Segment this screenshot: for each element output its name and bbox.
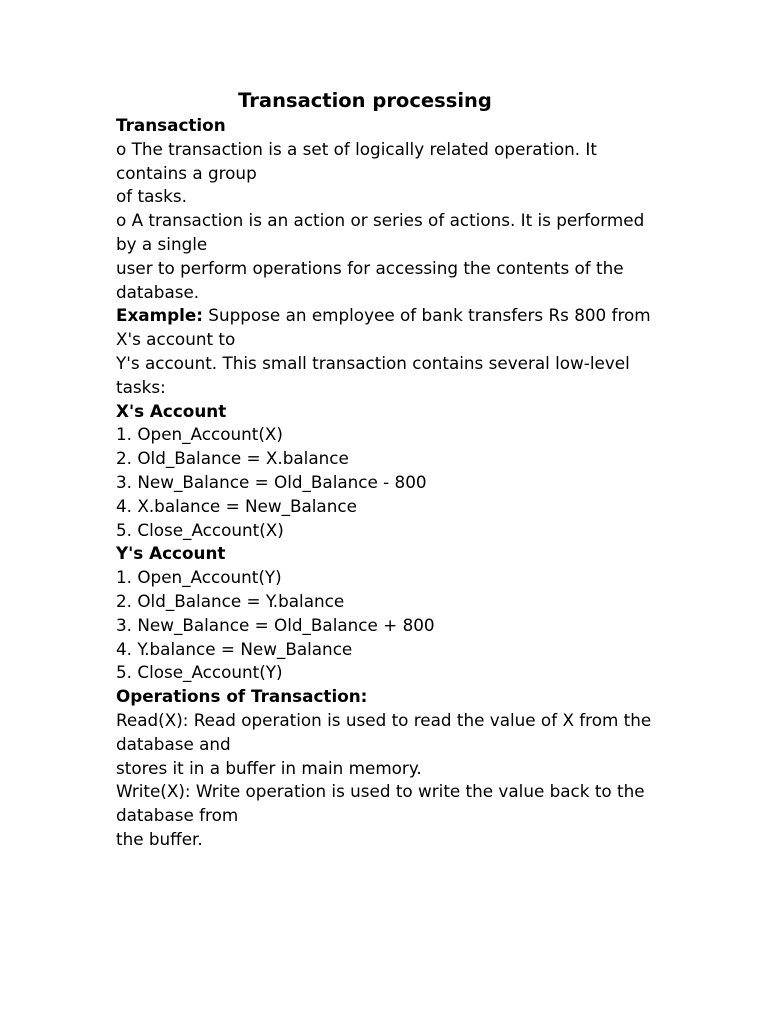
text-line xyxy=(116,519,676,543)
bold-heading: X's Account xyxy=(116,400,227,421)
text-line xyxy=(116,352,676,376)
line-text: o The transaction is a set of logically related operation. It xyxy=(116,138,597,159)
bold-heading: Operations of Transaction: xyxy=(116,686,368,707)
line-text: stores it in a buffer in main memory. xyxy=(116,757,422,778)
line-text: 5. Close_Account(Y) xyxy=(116,662,283,683)
line-text: database and xyxy=(116,733,231,754)
text-line xyxy=(116,400,676,424)
text-line xyxy=(116,542,676,566)
document-title: Transaction processing xyxy=(238,89,492,112)
text-line xyxy=(116,376,676,400)
text-line xyxy=(116,209,676,233)
line-text: contains a group xyxy=(116,162,257,183)
text-line xyxy=(116,185,676,209)
text-line xyxy=(116,780,676,804)
line-text: o A transaction is an action or series of actions. It is performed xyxy=(116,210,645,231)
text-line xyxy=(116,162,676,186)
line-text: tasks: xyxy=(116,376,166,397)
text-line xyxy=(116,495,676,519)
text-line xyxy=(116,614,676,638)
line-text: 4. X.balance = New_Balance xyxy=(116,495,357,516)
bold-heading: Y's Account xyxy=(116,543,226,564)
text-line xyxy=(116,685,676,709)
bold-heading: Example: xyxy=(116,305,203,326)
line-text: X's account to xyxy=(116,329,236,350)
line-text: 5. Close_Account(X) xyxy=(116,519,284,540)
line-text: 3. New_Balance = Old_Balance + 800 xyxy=(116,614,435,635)
text-line xyxy=(116,233,676,257)
line-text: Y's account. This small transaction contains several low-level xyxy=(116,352,630,373)
text-line xyxy=(116,114,676,138)
line-text: 1. Open_Account(X) xyxy=(116,424,283,445)
text-line xyxy=(116,828,676,852)
line-text: 2. Old_Balance = Y.balance xyxy=(116,590,345,611)
line-text: 3. New_Balance = Old_Balance - 800 xyxy=(116,471,427,492)
line-text: database. xyxy=(116,281,200,302)
text-line xyxy=(116,257,676,281)
text-line xyxy=(116,709,676,733)
text-line xyxy=(116,733,676,757)
text-line xyxy=(116,138,676,162)
line-text: the buffer. xyxy=(116,828,203,849)
text-line xyxy=(116,661,676,685)
text-line xyxy=(116,566,676,590)
line-text: user to perform operations for accessing the contents of the xyxy=(116,257,624,278)
text-line xyxy=(116,281,676,305)
line-text: database from xyxy=(116,805,239,826)
text-line xyxy=(116,304,676,328)
bold-heading: Transaction xyxy=(116,115,226,135)
line-text: Read(X): Read operation is used to read the value of X from the xyxy=(116,709,652,730)
text-line xyxy=(116,447,676,471)
text-line xyxy=(116,328,676,352)
text-line xyxy=(116,757,676,781)
line-text: 1. Open_Account(Y) xyxy=(116,567,282,588)
line-text: 4. Y.balance = New_Balance xyxy=(116,638,353,659)
line-text: Suppose an employee of bank transfers Rs 800 from xyxy=(202,305,651,326)
line-text: of tasks. xyxy=(116,186,187,207)
text-line xyxy=(116,423,676,447)
line-text: by a single xyxy=(116,233,208,254)
text-line xyxy=(116,804,676,828)
text-line xyxy=(116,638,676,662)
text-line xyxy=(116,590,676,614)
line-text: 2. Old_Balance = X.balance xyxy=(116,448,349,469)
document-body xyxy=(116,114,676,852)
text-line xyxy=(116,471,676,495)
line-text: Write(X): Write operation is used to write the value back to the xyxy=(116,781,645,802)
